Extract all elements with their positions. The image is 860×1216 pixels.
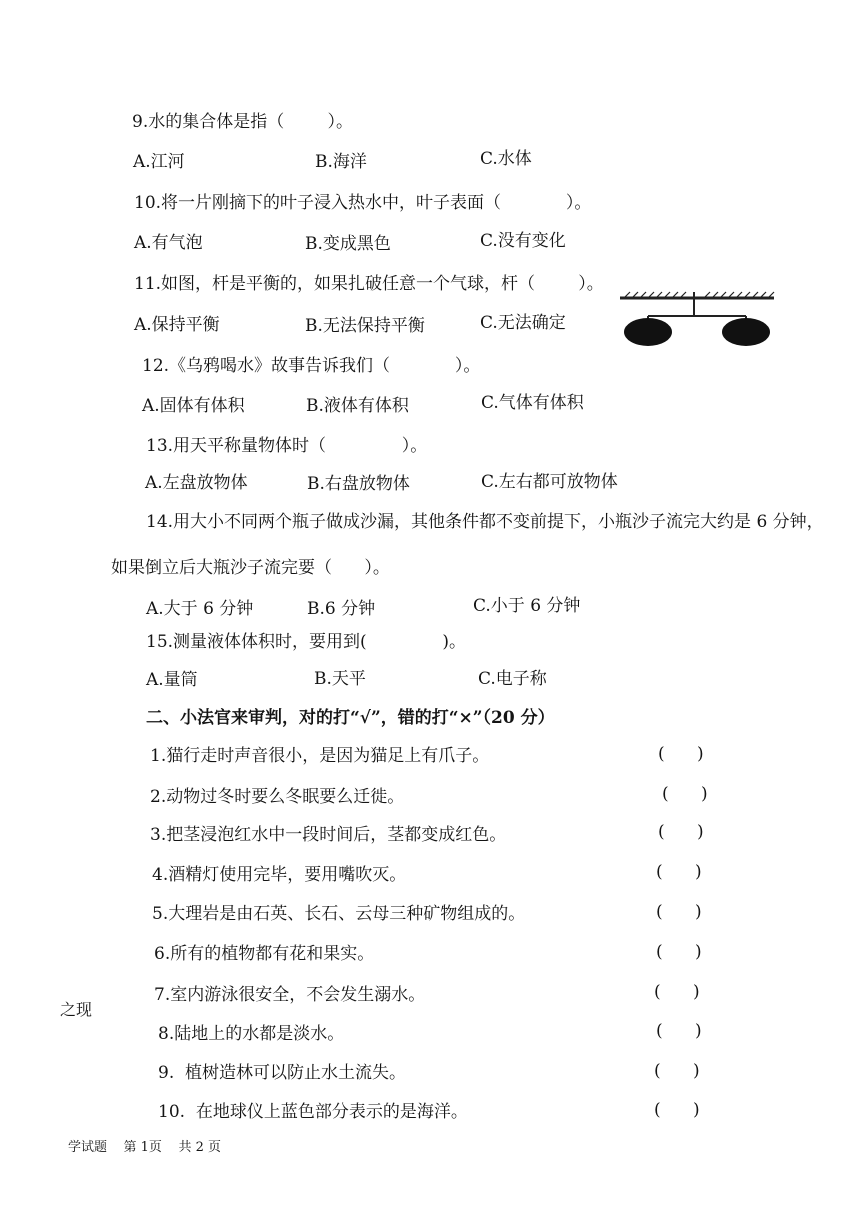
question-9-option-a: A.江河 — [133, 152, 185, 172]
question-10-option-c: C.没有变化 — [480, 231, 566, 251]
judge-item-10: 10. 在地球仪上蓝色部分表示的是海洋。 — [158, 1102, 468, 1122]
question-9-stem: 9.水的集合体是指（ ）。 — [132, 112, 353, 132]
answer-blank-5[interactable]: ( ) — [656, 902, 702, 922]
answer-blank-6[interactable]: ( ) — [656, 942, 702, 962]
margin-fragment-text: 之现 — [60, 1000, 93, 1019]
judge-item-8: 8.陆地上的水都是淡水。 — [158, 1024, 345, 1044]
question-13-option-a: A.左盘放物体 — [145, 473, 248, 493]
balance-lever-figure — [618, 286, 778, 352]
question-13-stem: 13.用天平称量物体时（ ）。 — [146, 436, 428, 456]
question-12-option-c: C.气体有体积 — [481, 393, 584, 413]
judge-item-2: 2.动物过冬时要么冬眠要么迁徙。 — [150, 787, 405, 807]
question-15-option-b: B.天平 — [314, 669, 366, 689]
judge-item-1: 1.猫行走时声音很小，是因为猫足上有爪子。 — [150, 746, 490, 766]
question-14-option-b: B.6 分钟 — [307, 599, 376, 619]
answer-blank-9[interactable]: ( ) — [654, 1061, 700, 1081]
judge-item-3: 3.把茎浸泡红水中一段时间后，茎都变成红色。 — [150, 825, 507, 845]
question-15-stem: 15.测量液体体积时，要用到( )。 — [146, 632, 466, 652]
question-11-option-c: C.无法确定 — [480, 313, 566, 333]
question-15-option-c: C.电子称 — [478, 669, 547, 689]
question-9-option-b: B.海洋 — [315, 152, 367, 172]
question-13-option-c: C.左右都可放物体 — [481, 472, 618, 492]
answer-blank-1[interactable]: ( ) — [658, 744, 704, 764]
question-14-stem: 14.用大小不同两个瓶子做成沙漏，其他条件都不变前提下，小瓶沙子流完大约是 6 分钟， — [146, 512, 824, 532]
question-14-option-c: C.小于 6 分钟 — [473, 596, 581, 616]
answer-blank-4[interactable]: ( ) — [656, 862, 702, 882]
section-2-heading: 二、小法官来审判，对的打“√”，错的打“×”（20 分） — [146, 708, 555, 728]
answer-blank-3[interactable]: ( ) — [658, 822, 704, 842]
question-15-option-a: A.量筒 — [146, 670, 198, 690]
question-11-option-b: B.无法保持平衡 — [305, 316, 425, 336]
question-10-stem: 10.将一片刚摘下的叶子浸入热水中，叶子表面（ ）。 — [134, 193, 592, 213]
question-14-stem-continued: 如果倒立后大瓶沙子流完要（ ）。 — [111, 558, 390, 578]
page-footer: 学试题 第 1页 共 2 页 — [68, 1140, 221, 1155]
question-12-stem: 12.《乌鸦喝水》故事告诉我们（ ）。 — [142, 356, 481, 376]
judge-item-9: 9. 植树造林可以防止水土流失。 — [158, 1063, 407, 1083]
judge-item-5: 5.大理岩是由石英、长石、云母三种矿物组成的。 — [152, 904, 526, 924]
question-12-option-b: B.液体有体积 — [306, 396, 409, 416]
question-13-option-b: B.右盘放物体 — [307, 474, 410, 494]
question-12-option-a: A.固体有体积 — [142, 396, 245, 416]
question-14-option-a: A.大于 6 分钟 — [146, 599, 254, 619]
answer-blank-2[interactable]: ( ) — [662, 784, 708, 804]
question-10-option-b: B.变成黑色 — [305, 234, 391, 254]
question-9-option-c: C.水体 — [480, 149, 532, 169]
answer-blank-8[interactable]: ( ) — [656, 1021, 702, 1041]
judge-item-7: 7.室内游泳很安全，不会发生溺水。 — [154, 985, 426, 1005]
answer-blank-10[interactable]: ( ) — [654, 1100, 700, 1120]
question-10-option-a: A.有气泡 — [134, 233, 203, 253]
judge-item-4: 4.酒精灯使用完毕，要用嘴吹灭。 — [152, 865, 407, 885]
question-11-option-a: A.保持平衡 — [134, 315, 220, 335]
question-11-stem: 11.如图，杆是平衡的，如果扎破任意一个气球，杆（ ）。 — [134, 274, 604, 294]
judge-item-6: 6.所有的植物都有花和果实。 — [154, 944, 375, 964]
answer-blank-7[interactable]: ( ) — [654, 982, 700, 1002]
